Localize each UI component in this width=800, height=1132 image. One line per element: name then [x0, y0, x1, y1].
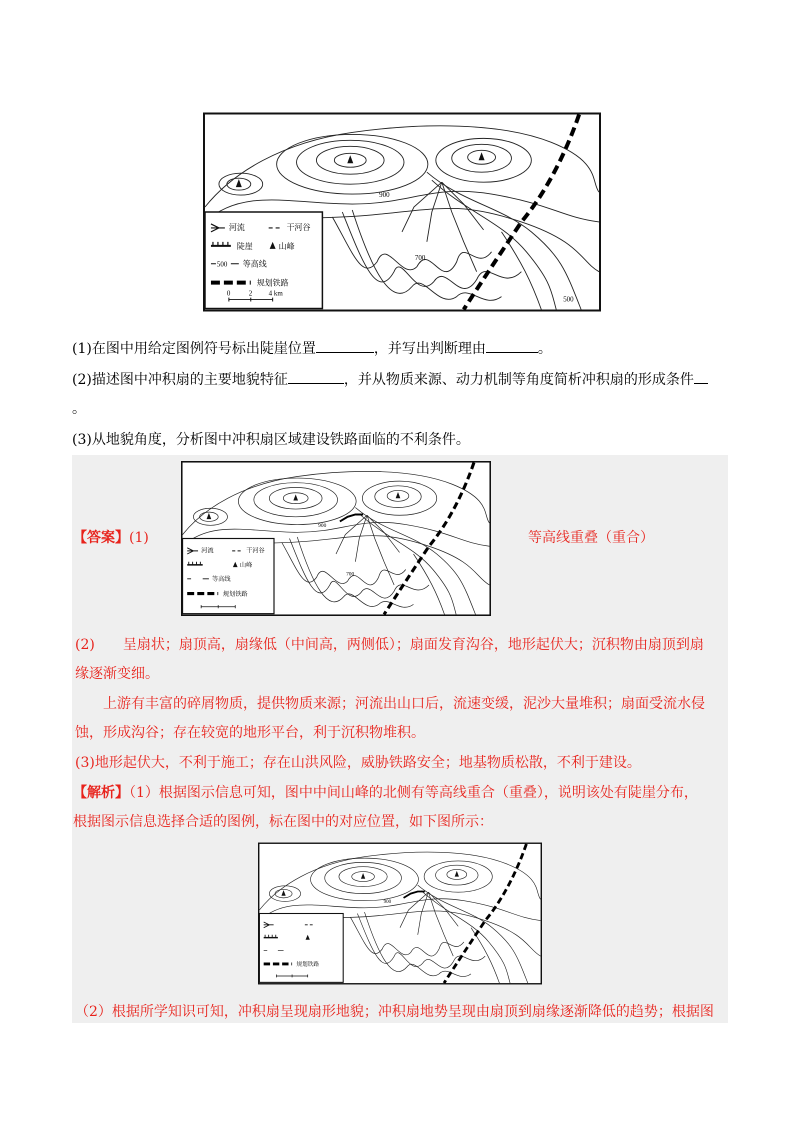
- answer-2-line-2: 缘逐渐变细。: [75, 666, 159, 682]
- legend-valley-label: 干河谷: [286, 222, 311, 232]
- scale-0: 0: [226, 289, 231, 298]
- answer-legend-contour: 等高线: [212, 576, 231, 584]
- analysis-line-1: [73, 783, 698, 803]
- answer-blank-3: [288, 369, 344, 384]
- answer-tag: 【答案】: [73, 530, 129, 546]
- legend-contour-sample: 500: [216, 260, 228, 269]
- answer-blank-1: [316, 338, 374, 353]
- answer-contour-700: 700: [346, 571, 355, 578]
- answer-1-number: (1): [129, 530, 149, 546]
- question-2-text-b: ，并从物质来源、动力机制等角度简析冲积扇的形成条件: [343, 372, 694, 388]
- analysis-map-svg: [258, 842, 542, 985]
- answer-header: [73, 528, 149, 548]
- scale-4km: 4 km: [268, 289, 283, 298]
- answer-legend-river: 河流: [201, 547, 214, 555]
- answer-legend-valley: 干河谷: [246, 547, 265, 555]
- answer-blank-2: [486, 338, 538, 353]
- analysis-line-3: （2）根据所学知识可知，冲积扇呈现扇形地貌；冲积扇地势呈现由扇顶到扇缘逐渐降低的趋势；根据图: [75, 1004, 714, 1020]
- answer-legend-peak: 山峰: [239, 562, 253, 570]
- analysis-contour-900: 900: [383, 899, 392, 905]
- answer-1-text: 等高线重叠（重合）: [528, 530, 654, 546]
- question-1: [72, 338, 552, 359]
- question-1-text-c: 。: [537, 341, 552, 357]
- legend-contour-label: 等高线: [242, 259, 267, 269]
- contour-map-figure: [203, 111, 601, 313]
- answer-3-text: (3)地形起伏大，不利于施工；存在山洪风险，威胁铁路安全；地基物质松散，不利于建设。: [75, 755, 641, 771]
- contour-label-900: 900: [379, 191, 390, 200]
- answer-contour-900: 900: [318, 522, 327, 529]
- legend-river-label: 河流: [228, 222, 245, 232]
- contour-label-500: 500: [563, 295, 574, 304]
- answer-2-line-3: 上游有丰富的碎屑物质，提供物质来源；河流出山口后，流速变缓，泥沙大量堆积；扇面受流水侵: [103, 696, 705, 712]
- legend-peak-label: 山峰: [278, 241, 295, 251]
- analysis-tag: 【解析】: [73, 785, 129, 801]
- answer-2-line-1: (2) 呈扇状；扇顶高，扇缘低（中间高，两侧低）；扇面发育沟谷，地形起伏大；沉积物由扇顶到扇: [75, 637, 704, 653]
- analysis-legend-railway: 规划铁路: [296, 962, 320, 969]
- legend-railway-label: 规划铁路: [256, 278, 289, 288]
- analysis-map-figure: [258, 842, 542, 985]
- question-3: (3)从地貌角度，分析图中冲积扇区域建设铁路面临的不利条件。: [72, 432, 470, 448]
- answer-2-line-4: 蚀，形成沟谷；存在较宽的地形平台，利于沉积物堆积。: [75, 725, 425, 741]
- answer-blank-4: [694, 369, 708, 384]
- answer-legend-railway: 规划铁路: [222, 590, 248, 598]
- analysis-line-1-text: （1）根据图示信息可知，图中中间山峰的北侧有等高线重合（重叠），说明该处有陡崖分布，: [129, 785, 698, 801]
- question-2-end: 。: [72, 401, 86, 417]
- contour-map-svg: [203, 111, 601, 313]
- scale-2: 2: [248, 289, 253, 298]
- contour-label-700: 700: [414, 253, 426, 262]
- question-2-text-a: (2)描述图中冲积扇的主要地貌特征: [72, 372, 288, 388]
- question-1-text-a: (1)在图中用给定图例符号标出陡崖位置: [72, 341, 316, 357]
- legend-cliff-label: 陡崖: [236, 241, 253, 251]
- answer-map-figure: [181, 461, 491, 616]
- analysis-line-2: 根据图示信息选择合适的图例，标在图中的对应位置，如下图所示：: [73, 814, 493, 830]
- question-1-text-b: ，并写出判断理由: [373, 341, 486, 357]
- question-2: [72, 369, 708, 390]
- answer-map-svg: [181, 461, 491, 616]
